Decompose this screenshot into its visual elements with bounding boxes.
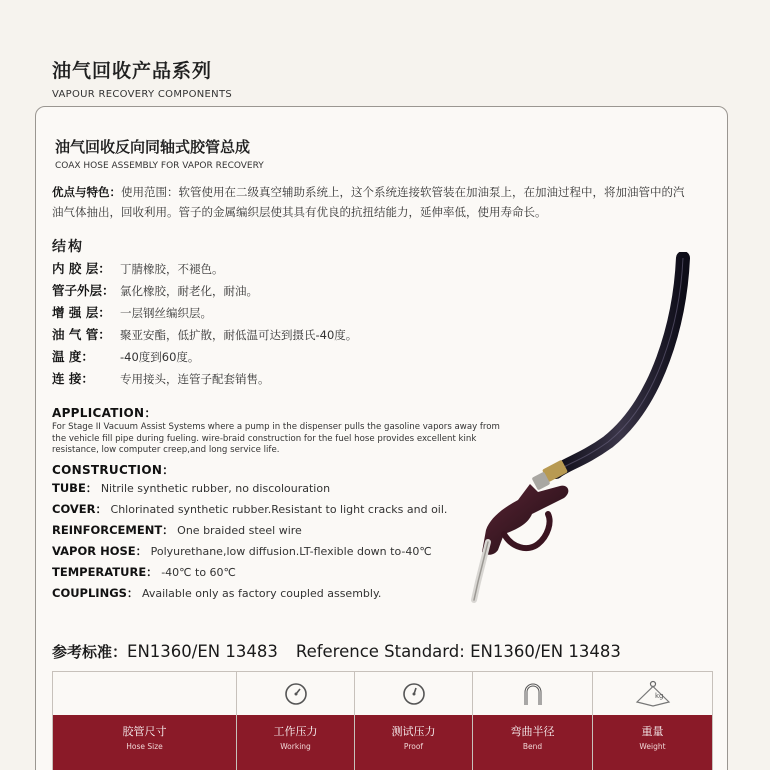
column-label-zh: 弯曲半径: [510, 725, 555, 738]
application-text: For Stage II Vacuum Assist Systems where a pump in the dispenser pulls the gasoline vapors away from the vehicle fill pipe during fueling. wire-braid construction for the fuel hose provides excellent kink resistance, low computer creep,and long service life.: [52, 422, 500, 455]
construction-value: Chlorinated synthetic rubber.Resistant to light cracks and oil.: [110, 502, 448, 516]
page-header: [52, 56, 232, 100]
structure-row: [52, 324, 357, 346]
table-column-proof: [355, 672, 473, 769]
structure-key: 管子外层：: [52, 283, 115, 298]
hose-nozzle-image: [468, 252, 698, 622]
structure-value: 一层钢丝编织层。: [120, 306, 212, 320]
structure-value: 丁腈橡胶，不褪色。: [120, 262, 224, 276]
structure-value: -40度到60度。: [120, 350, 200, 364]
construction-key: TEMPERATURE：: [52, 564, 158, 579]
section-title-en: COAX HOSE ASSEMBLY FOR VAPOR RECOVERY: [55, 161, 264, 171]
reference-standard: [52, 641, 621, 662]
column-label-zh: 测试压力: [391, 725, 436, 738]
section-title: [55, 136, 264, 171]
structure-key: 油 气 管：: [52, 327, 111, 342]
hose-shape: [556, 258, 683, 472]
construction-row: [52, 541, 512, 562]
construction-key: COVER：: [52, 501, 108, 516]
structure-list: [52, 258, 357, 390]
gauge-icon: [402, 682, 426, 706]
weight-icon-label: kg: [654, 691, 663, 700]
column-label-en: Working: [280, 742, 311, 751]
construction-key: VAPOR HOSE：: [52, 543, 148, 558]
section-title-zh: 油气回收反向同轴式胶管总成: [55, 138, 251, 156]
table-column-weight: [593, 672, 712, 769]
table-header-cell: [593, 715, 712, 770]
structure-row: [52, 302, 357, 324]
column-label-zh: 胶管尺寸: [122, 725, 167, 738]
construction-value: Polyurethane,low diffusion.LT-flexible down to-40℃: [150, 544, 432, 558]
bend-icon: [520, 681, 546, 707]
structure-row: [52, 346, 357, 368]
construction-value: Nitrile synthetic rubber, no discolouration: [100, 481, 331, 495]
construction-row: [52, 478, 512, 499]
standard-label-en: Reference Standard:: [295, 642, 465, 661]
weight-icon: [633, 680, 673, 708]
table-column-bend: [473, 672, 593, 769]
construction-value: One braided steel wire: [177, 523, 302, 537]
structure-row: [52, 280, 357, 302]
nozzle-shape: [482, 484, 568, 555]
structure-title: 结构: [52, 239, 84, 255]
gauge-icon: [284, 682, 308, 706]
structure-key: 温 度：: [52, 349, 94, 364]
standard-label-zh: 参考标准：: [52, 643, 128, 661]
construction-key: TUBE：: [52, 480, 98, 495]
construction-key: REINFORCEMENT：: [52, 522, 174, 537]
construction-row: [52, 520, 512, 541]
construction-row: [52, 499, 512, 520]
application-label: APPLICATION：: [52, 406, 157, 420]
table-column-hose-size: [53, 672, 237, 769]
construction-value: Available only as factory coupled assembly.: [141, 586, 382, 600]
structure-row: [52, 368, 357, 390]
page-subtitle: VAPOUR RECOVERY COMPONENTS: [52, 89, 233, 100]
structure-key: 增 强 层：: [52, 305, 111, 320]
spec-table: [52, 671, 713, 770]
page-title: 油气回收产品系列: [52, 60, 213, 82]
construction-key: COUPLINGS：: [52, 585, 139, 600]
column-label-en: Hose Size: [126, 742, 163, 751]
construction-row: [52, 583, 512, 604]
column-label-en: Bend: [522, 742, 543, 751]
structure-key: 内 胶 层：: [52, 261, 111, 276]
table-header-cell: [237, 715, 354, 770]
table-header-cell: [473, 715, 592, 770]
construction-block: [52, 461, 512, 604]
construction-value: -40℃ to 60℃: [161, 565, 236, 579]
table-header-cell: [355, 715, 472, 770]
column-label-en: Weight: [639, 742, 666, 751]
features-text: 使用范围：软管使用在二级真空辅助系统上，这个系统连接软管装在加油泵上，在加油过程中，将加油管中的汽油气体抽出，回收利用。管子的金属编织层使其具有优良的抗扭结能力，延伸率低，使用寿命长。: [52, 185, 685, 219]
column-label-zh: 重量: [641, 725, 664, 738]
table-column-working: [237, 672, 355, 769]
features-paragraph: [52, 182, 692, 222]
structure-value: 聚亚安酯，低扩散，耐低温可达到摄氏-40度。: [120, 328, 358, 342]
standard-value-en: EN1360/EN 13483: [470, 642, 621, 661]
structure-key: 连 接：: [52, 371, 94, 386]
construction-row: [52, 562, 512, 583]
standard-value-zh: EN1360/EN 13483: [127, 642, 278, 661]
column-label-zh: 工作压力: [273, 725, 318, 738]
construction-label: CONSTRUCTION：: [52, 462, 175, 477]
structure-row: [52, 258, 357, 280]
column-label-en: Proof: [403, 742, 424, 751]
features-label: 优点与特色：: [52, 185, 121, 199]
table-header-cell: [53, 715, 236, 770]
structure-value: 氯化橡胶，耐老化，耐油。: [120, 284, 258, 298]
structure-value: 专用接头，连管子配套销售。: [120, 372, 270, 386]
english-specs: [52, 404, 512, 604]
